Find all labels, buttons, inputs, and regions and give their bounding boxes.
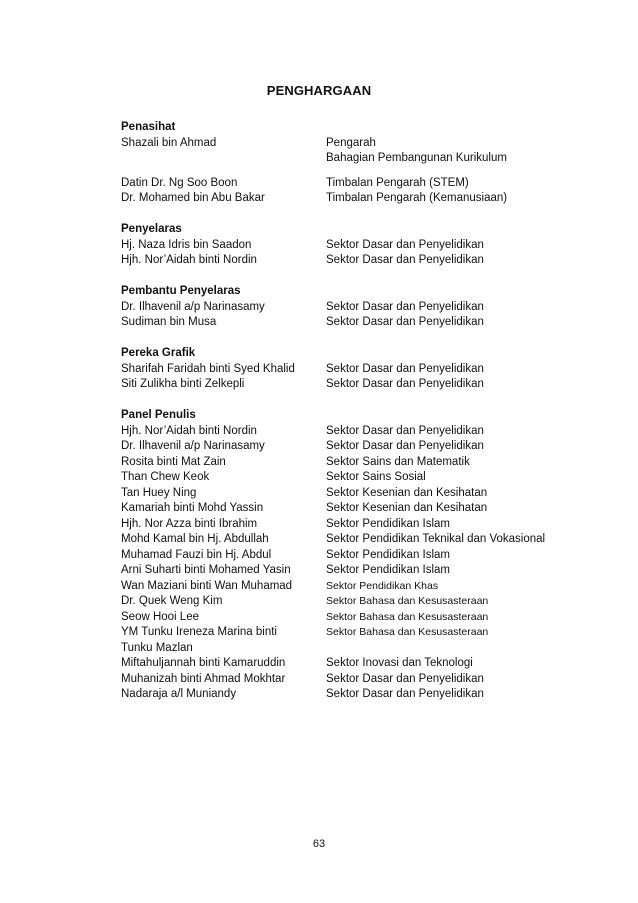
person-name: Miftahuljannah binti Kamaruddin — [121, 657, 286, 669]
list-item — [121, 610, 581, 626]
page-title: PENGHARGAAN — [266, 83, 372, 98]
person-role: Sektor Dasar dan Penyelidikan — [326, 362, 484, 375]
person-name: Wan Maziani binti Wan Muhamad — [121, 579, 293, 592]
section-heading: Panel Penulis — [121, 409, 196, 421]
list-item — [121, 563, 581, 579]
person-role: Sektor Dasar dan Penyelidikan — [326, 238, 484, 251]
person-name: Hjh. Nor’Aidah binti Nordin — [121, 424, 257, 437]
list-item — [121, 455, 581, 471]
person-name: Muhamad Fauzi bin Hj. Abdul — [121, 548, 272, 561]
person-name: Than Chew Keok — [121, 471, 210, 483]
person-name: Tan Huey Ning — [121, 486, 197, 499]
list-item — [121, 548, 581, 564]
person-name: Dr. Mohamed bin Abu Bakar — [121, 192, 265, 204]
person-role: Sektor Dasar dan Penyelidikan — [326, 378, 484, 390]
list-item — [121, 377, 581, 393]
person-name — [121, 625, 326, 656]
section-pereka-grafik — [121, 346, 581, 393]
list-item — [121, 300, 581, 316]
person-role: Sektor Sains Sosial — [326, 471, 426, 483]
person-name: Nadaraja a/l Muniandy — [121, 688, 237, 700]
person-name: Shazali bin Ahmad — [121, 136, 217, 149]
name-line: YM Tunku Ireneza Marina binti — [121, 626, 277, 638]
person-role: Sektor Dasar dan Penyelidikan — [326, 316, 484, 328]
person-name: Hjh. Nor Azza binti Ibrahim — [121, 517, 258, 530]
person-role: Sektor Dasar dan Penyelidikan — [326, 424, 484, 437]
section-pembantu-penyelaras — [121, 284, 581, 331]
list-item — [121, 672, 581, 688]
person-role: Sektor Kesenian dan Kesihatan — [326, 502, 488, 514]
list-item — [121, 470, 581, 486]
person-name: Hjh. Nor’Aidah binti Nordin — [121, 254, 257, 266]
person-name: Kamariah binti Mohd Yassin — [121, 502, 264, 514]
section-heading: Penyelaras — [121, 223, 182, 235]
list-item — [121, 532, 581, 548]
list-item — [121, 439, 581, 455]
person-role: Sektor Bahasa dan Kesusasteraan — [326, 626, 489, 638]
person-role: Sektor Inovasi dan Teknologi — [326, 657, 473, 669]
person-name: Arni Suharti binti Mohamed Yasin — [121, 564, 291, 576]
list-item — [121, 517, 581, 533]
person-role: Timbalan Pengarah (STEM) — [326, 176, 469, 189]
person-name: Rosita binti Mat Zain — [121, 455, 226, 468]
section-heading: Pembantu Penyelaras — [121, 285, 241, 297]
person-role: Sektor Dasar dan Penyelidikan — [326, 440, 484, 452]
list-item — [121, 486, 581, 502]
section-heading: Penasihat — [121, 121, 176, 133]
list-item — [121, 501, 581, 517]
person-name: Sharifah Faridah binti Syed Khalid — [121, 362, 295, 375]
person-role: Sektor Pendidikan Khas — [326, 579, 439, 592]
person-role: Sektor Pendidikan Teknikal dan Vokasional — [326, 533, 546, 545]
person-role: Timbalan Pengarah (Kemanusiaan) — [326, 192, 508, 204]
section-penasihat — [121, 120, 581, 207]
section-heading: Pereka Grafik — [121, 347, 196, 359]
acknowledgement-content — [121, 120, 581, 718]
list-item — [121, 136, 581, 167]
person-role: Sektor Dasar dan Penyelidikan — [326, 688, 484, 700]
person-role: Sektor Bahasa dan Kesusasteraan — [326, 595, 489, 607]
person-role — [326, 136, 581, 167]
section-penyelaras — [121, 222, 581, 269]
list-item — [121, 253, 581, 269]
person-name: Seow Hooi Lee — [121, 610, 199, 623]
person-name: Datin Dr. Ng Soo Boon — [121, 176, 238, 189]
person-role: Sektor Dasar dan Penyelidikan — [326, 254, 484, 266]
person-role: Sektor Dasar dan Penyelidikan — [326, 672, 484, 685]
list-item — [121, 315, 581, 331]
role-line: Bahagian Pembangunan Kurikulum — [326, 152, 507, 164]
name-line: Tunku Mazlan — [121, 641, 193, 654]
list-item — [121, 625, 581, 656]
list-item — [121, 362, 581, 378]
person-role: Sektor Kesenian dan Kesihatan — [326, 486, 488, 499]
list-item — [121, 687, 581, 703]
list-item — [121, 238, 581, 254]
person-name: Siti Zulikha binti Zelkepli — [121, 378, 245, 390]
person-name: Hj. Naza Idris bin Saadon — [121, 238, 252, 251]
person-role: Sektor Bahasa dan Kesusasteraan — [326, 610, 489, 623]
person-name: Dr. Ilhavenil a/p Narinasamy — [121, 440, 265, 452]
person-name: Mohd Kamal bin Hj. Abdullah — [121, 533, 269, 545]
person-role: Sektor Pendidikan Islam — [326, 564, 451, 576]
page-number: 63 — [312, 838, 326, 850]
person-name: Sudiman bin Musa — [121, 316, 217, 328]
list-item — [121, 594, 581, 610]
list-item — [121, 176, 581, 192]
list-item — [121, 579, 581, 595]
list-item — [121, 424, 581, 440]
person-name: Dr. Ilhavenil a/p Narinasamy — [121, 300, 265, 313]
role-line: Pengarah — [326, 136, 376, 149]
person-name: Muhanizah binti Ahmad Mokhtar — [121, 672, 286, 685]
person-role: Sektor Pendidikan Islam — [326, 548, 451, 561]
person-role: Sektor Pendidikan Islam — [326, 517, 451, 530]
section-panel-penulis — [121, 408, 581, 703]
list-item — [121, 191, 581, 207]
person-role: Sektor Dasar dan Penyelidikan — [326, 300, 484, 313]
person-role: Sektor Sains dan Matematik — [326, 455, 470, 468]
person-name: Dr. Quek Weng Kim — [121, 595, 223, 607]
list-item — [121, 656, 581, 672]
